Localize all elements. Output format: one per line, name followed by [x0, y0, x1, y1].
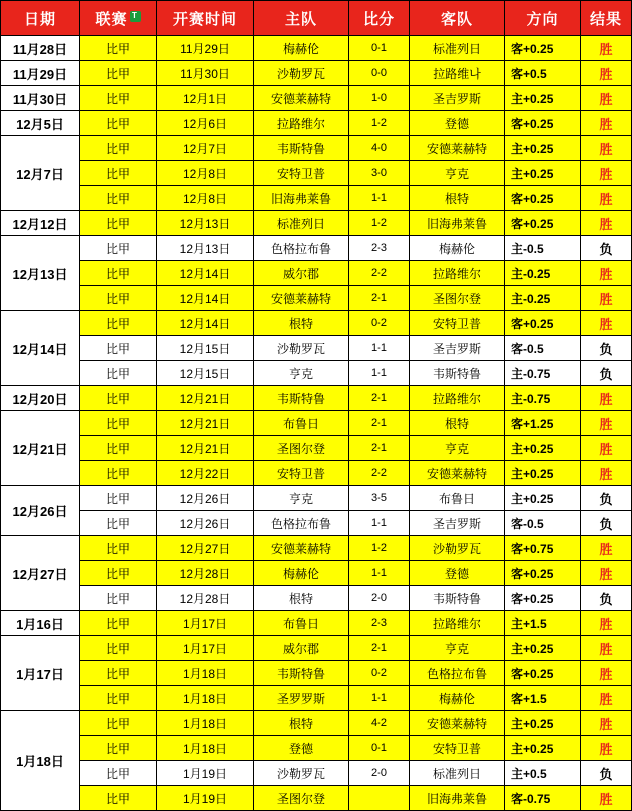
cell-date: 12月20日: [1, 386, 80, 411]
cell-kickoff-time: 1月18日: [157, 661, 254, 686]
cell-kickoff-time: 1月19日: [157, 786, 254, 811]
cell-league: 比甲: [80, 436, 157, 461]
league-badge-icon: T: [130, 11, 141, 22]
table-row: [1, 586, 632, 611]
column-header-kickoff-time: 开赛时间: [157, 1, 254, 36]
cell-home-team: 梅赫伦: [254, 36, 349, 61]
cell-date: 12月27日: [1, 536, 80, 611]
cell-score: 3-0: [349, 161, 410, 186]
cell-league: 比甲: [80, 761, 157, 786]
cell-away-team: 沙勒罗瓦: [410, 536, 505, 561]
cell-away-team: 亨克: [410, 436, 505, 461]
cell-result: 胜: [581, 386, 632, 411]
cell-score: 1-2: [349, 111, 410, 136]
cell-kickoff-time: 12月21日: [157, 411, 254, 436]
column-header-league-label: 联赛: [95, 10, 128, 28]
cell-kickoff-time: 12月13日: [157, 236, 254, 261]
cell-kickoff-time: 1月18日: [157, 686, 254, 711]
column-header-league: [80, 1, 157, 36]
table-row: [1, 186, 632, 211]
cell-away-team: 韦斯特鲁: [410, 586, 505, 611]
cell-kickoff-time: 11月30日: [157, 61, 254, 86]
table-row: [1, 536, 632, 561]
cell-league: 比甲: [80, 511, 157, 536]
cell-direction: 客+0.25: [505, 186, 581, 211]
cell-result: 胜: [581, 561, 632, 586]
cell-home-team: 韦斯特鲁: [254, 136, 349, 161]
table-row: [1, 436, 632, 461]
table-row: [1, 611, 632, 636]
cell-score: 1-0: [349, 86, 410, 111]
cell-score: 4-2: [349, 711, 410, 736]
cell-score: 1-1: [349, 511, 410, 536]
cell-direction: 主+0.25: [505, 736, 581, 761]
cell-result: 胜: [581, 186, 632, 211]
cell-away-team: 亨克: [410, 161, 505, 186]
cell-league: 比甲: [80, 161, 157, 186]
cell-date: 12月26日: [1, 486, 80, 536]
cell-home-team: 标准列日: [254, 211, 349, 236]
cell-direction: 客-0.5: [505, 336, 581, 361]
cell-kickoff-time: 12月22日: [157, 461, 254, 486]
cell-kickoff-time: 12月27日: [157, 536, 254, 561]
cell-direction: 主+0.25: [505, 711, 581, 736]
cell-score: 1-1: [349, 686, 410, 711]
cell-home-team: 安德莱赫特: [254, 86, 349, 111]
cell-home-team: 亨克: [254, 486, 349, 511]
cell-score: 0-1: [349, 36, 410, 61]
cell-home-team: 韦斯特鲁: [254, 661, 349, 686]
cell-result: 胜: [581, 311, 632, 336]
cell-result: 负: [581, 761, 632, 786]
cell-kickoff-time: 1月17日: [157, 636, 254, 661]
cell-home-team: 圣图尔登: [254, 436, 349, 461]
cell-date: 12月12日: [1, 211, 80, 236]
cell-result: 负: [581, 361, 632, 386]
cell-direction: 客+0.5: [505, 61, 581, 86]
cell-score: 0-1: [349, 736, 410, 761]
cell-result: 负: [581, 586, 632, 611]
cell-away-team: 拉路维尔: [410, 386, 505, 411]
cell-result: 胜: [581, 211, 632, 236]
cell-score: 2-1: [349, 636, 410, 661]
cell-home-team: 安特卫普: [254, 461, 349, 486]
cell-direction: 主-0.25: [505, 286, 581, 311]
cell-league: 比甲: [80, 636, 157, 661]
table-row: [1, 336, 632, 361]
cell-away-team: 根特: [410, 411, 505, 436]
cell-direction: 客+1.5: [505, 686, 581, 711]
cell-home-team: 沙勒罗瓦: [254, 61, 349, 86]
cell-kickoff-time: 12月8日: [157, 161, 254, 186]
cell-result: 胜: [581, 261, 632, 286]
table-row: [1, 761, 632, 786]
cell-direction: 主-0.5: [505, 236, 581, 261]
cell-kickoff-time: 12月28日: [157, 586, 254, 611]
cell-score: 2-3: [349, 236, 410, 261]
cell-result: 胜: [581, 36, 632, 61]
cell-home-team: 布鲁日: [254, 611, 349, 636]
cell-home-team: 布鲁日: [254, 411, 349, 436]
table-row: [1, 136, 632, 161]
table-row: [1, 261, 632, 286]
cell-score: 2-1: [349, 286, 410, 311]
cell-direction: 主+0.25: [505, 86, 581, 111]
cell-score: 1-1: [349, 361, 410, 386]
column-header-date: 日期: [1, 1, 80, 36]
cell-home-team: 安德莱赫特: [254, 286, 349, 311]
cell-away-team: 圣吉罗斯: [410, 336, 505, 361]
cell-score: 2-0: [349, 761, 410, 786]
cell-league: 比甲: [80, 711, 157, 736]
cell-kickoff-time: 12月21日: [157, 386, 254, 411]
cell-away-team: 拉路维나: [410, 61, 505, 86]
cell-kickoff-time: 12月1日: [157, 86, 254, 111]
cell-result: 胜: [581, 736, 632, 761]
cell-score: 0-2: [349, 311, 410, 336]
table-row: [1, 511, 632, 536]
cell-kickoff-time: 12月14日: [157, 286, 254, 311]
cell-home-team: 威尔郡: [254, 636, 349, 661]
table-header-row: [1, 1, 632, 36]
cell-result: 胜: [581, 436, 632, 461]
cell-league: 比甲: [80, 111, 157, 136]
cell-kickoff-time: 12月26日: [157, 511, 254, 536]
cell-date: 12月13日: [1, 236, 80, 311]
cell-result: 胜: [581, 711, 632, 736]
cell-league: 比甲: [80, 611, 157, 636]
cell-league: 比甲: [80, 386, 157, 411]
cell-away-team: 根特: [410, 186, 505, 211]
column-header-direction: 方向: [505, 1, 581, 36]
cell-league: 比甲: [80, 486, 157, 511]
cell-league: 比甲: [80, 36, 157, 61]
table-row: [1, 786, 632, 811]
table-row: [1, 736, 632, 761]
cell-date: 12月21日: [1, 411, 80, 486]
cell-away-team: 旧海弗莱鲁: [410, 211, 505, 236]
table-row: [1, 461, 632, 486]
table-row: [1, 386, 632, 411]
cell-direction: 客+0.25: [505, 111, 581, 136]
cell-league: 比甲: [80, 661, 157, 686]
cell-league: 比甲: [80, 411, 157, 436]
cell-away-team: 登德: [410, 111, 505, 136]
cell-home-team: 安德莱赫特: [254, 536, 349, 561]
cell-date: 1月18日: [1, 711, 80, 811]
cell-kickoff-time: 12月26日: [157, 486, 254, 511]
cell-result: 负: [581, 336, 632, 361]
cell-direction: 主+0.25: [505, 486, 581, 511]
cell-away-team: 登德: [410, 561, 505, 586]
cell-result: 胜: [581, 536, 632, 561]
cell-score: 1-1: [349, 336, 410, 361]
cell-away-team: 标准列日: [410, 761, 505, 786]
cell-score: 3-5: [349, 486, 410, 511]
cell-away-team: 安德莱赫特: [410, 461, 505, 486]
cell-score: 2-2: [349, 461, 410, 486]
cell-away-team: 梅赫伦: [410, 686, 505, 711]
cell-direction: 主-0.75: [505, 361, 581, 386]
cell-result: 负: [581, 236, 632, 261]
cell-league: 比甲: [80, 236, 157, 261]
cell-score: 2-3: [349, 611, 410, 636]
cell-direction: 主+1.5: [505, 611, 581, 636]
cell-home-team: 亨克: [254, 361, 349, 386]
cell-direction: 客+0.25: [505, 311, 581, 336]
table-row: [1, 311, 632, 336]
cell-away-team: 圣图尔登: [410, 286, 505, 311]
table-row: [1, 286, 632, 311]
cell-league: 比甲: [80, 186, 157, 211]
cell-result: 胜: [581, 61, 632, 86]
table-row: [1, 211, 632, 236]
table-row: [1, 236, 632, 261]
cell-home-team: 根特: [254, 586, 349, 611]
cell-kickoff-time: 1月18日: [157, 711, 254, 736]
cell-league: 比甲: [80, 86, 157, 111]
cell-league: 比甲: [80, 61, 157, 86]
cell-date: 12月7日: [1, 136, 80, 211]
cell-home-team: 圣罗罗斯: [254, 686, 349, 711]
cell-league: 比甲: [80, 736, 157, 761]
cell-result: 胜: [581, 686, 632, 711]
cell-home-team: 梅赫伦: [254, 561, 349, 586]
table-row: [1, 61, 632, 86]
cell-result: 胜: [581, 636, 632, 661]
cell-direction: 客+0.25: [505, 561, 581, 586]
cell-result: 胜: [581, 286, 632, 311]
cell-league: 比甲: [80, 136, 157, 161]
cell-home-team: 色格拉布鲁: [254, 511, 349, 536]
cell-direction: 客-0.75: [505, 786, 581, 811]
cell-date: 1月17日: [1, 636, 80, 711]
table-row: [1, 36, 632, 61]
cell-result: 胜: [581, 786, 632, 811]
cell-league: 比甲: [80, 586, 157, 611]
cell-result: 胜: [581, 661, 632, 686]
cell-away-team: 亨克: [410, 636, 505, 661]
cell-result: 胜: [581, 411, 632, 436]
cell-kickoff-time: 12月28日: [157, 561, 254, 586]
cell-home-team: 韦斯特鲁: [254, 386, 349, 411]
cell-direction: 客+1.25: [505, 411, 581, 436]
table-row: [1, 111, 632, 136]
cell-kickoff-time: 12月15日: [157, 361, 254, 386]
table-body: [1, 36, 632, 811]
table-row: [1, 636, 632, 661]
column-header-away-team: 客队: [410, 1, 505, 36]
cell-kickoff-time: 1月18日: [157, 736, 254, 761]
cell-away-team: 安特卫普: [410, 311, 505, 336]
table-row: [1, 86, 632, 111]
cell-away-team: 韦斯特鲁: [410, 361, 505, 386]
cell-league: 比甲: [80, 561, 157, 586]
cell-date: 11月28日: [1, 36, 80, 61]
cell-kickoff-time: 12月13日: [157, 211, 254, 236]
cell-direction: 客+0.75: [505, 536, 581, 561]
cell-league: 比甲: [80, 461, 157, 486]
cell-away-team: 标准列日: [410, 36, 505, 61]
cell-date: 11月29日: [1, 61, 80, 86]
cell-date: 12月14日: [1, 311, 80, 386]
cell-home-team: 色格拉布鲁: [254, 236, 349, 261]
cell-away-team: 拉路维尔: [410, 611, 505, 636]
cell-date: 12月5日: [1, 111, 80, 136]
cell-away-team: 旧海弗莱鲁: [410, 786, 505, 811]
cell-direction: 客+0.25: [505, 211, 581, 236]
table-row: [1, 686, 632, 711]
column-header-result: 结果: [581, 1, 632, 36]
table-row: [1, 411, 632, 436]
table-row: [1, 711, 632, 736]
cell-away-team: 拉路维尔: [410, 261, 505, 286]
cell-league: 比甲: [80, 311, 157, 336]
cell-home-team: 沙勒罗瓦: [254, 336, 349, 361]
table-row: [1, 361, 632, 386]
cell-kickoff-time: 12月14日: [157, 311, 254, 336]
cell-direction: 主+0.25: [505, 161, 581, 186]
cell-league: 比甲: [80, 786, 157, 811]
cell-kickoff-time: 12月21日: [157, 436, 254, 461]
cell-result: 胜: [581, 111, 632, 136]
cell-score: 2-0: [349, 586, 410, 611]
cell-direction: 客+0.25: [505, 661, 581, 686]
cell-score: 1-1: [349, 186, 410, 211]
cell-result: 胜: [581, 86, 632, 111]
cell-result: 负: [581, 511, 632, 536]
column-header-score: 比分: [349, 1, 410, 36]
cell-kickoff-time: 12月8日: [157, 186, 254, 211]
cell-home-team: 拉路维尔: [254, 111, 349, 136]
cell-score: 1-2: [349, 536, 410, 561]
column-header-home-team: 主队: [254, 1, 349, 36]
cell-direction: 客-0.5: [505, 511, 581, 536]
cell-score: 1-1: [349, 561, 410, 586]
cell-home-team: 根特: [254, 311, 349, 336]
cell-kickoff-time: 1月17日: [157, 611, 254, 636]
cell-away-team: 安特卫普: [410, 736, 505, 761]
cell-date: 1月16日: [1, 611, 80, 636]
cell-result: 胜: [581, 136, 632, 161]
cell-kickoff-time: 12月7日: [157, 136, 254, 161]
cell-league: 比甲: [80, 286, 157, 311]
cell-result: 胜: [581, 461, 632, 486]
cell-score: [349, 786, 410, 811]
cell-away-team: 圣吉罗斯: [410, 511, 505, 536]
table-row: [1, 561, 632, 586]
cell-direction: 主-0.25: [505, 261, 581, 286]
cell-score: 0-2: [349, 661, 410, 686]
cell-result: 胜: [581, 611, 632, 636]
cell-date: 11月30日: [1, 86, 80, 111]
cell-home-team: 威尔郡: [254, 261, 349, 286]
cell-result: 负: [581, 486, 632, 511]
cell-direction: 主+0.25: [505, 636, 581, 661]
cell-kickoff-time: 1月19日: [157, 761, 254, 786]
table-row: [1, 661, 632, 686]
cell-kickoff-time: 12月14日: [157, 261, 254, 286]
table-row: [1, 486, 632, 511]
cell-league: 比甲: [80, 211, 157, 236]
cell-home-team: 旧海弗莱鲁: [254, 186, 349, 211]
cell-league: 比甲: [80, 686, 157, 711]
cell-home-team: 安特卫普: [254, 161, 349, 186]
cell-direction: 客+0.25: [505, 36, 581, 61]
cell-kickoff-time: 11月29日: [157, 36, 254, 61]
cell-direction: 主+0.5: [505, 761, 581, 786]
cell-direction: 主+0.25: [505, 136, 581, 161]
cell-score: 2-1: [349, 436, 410, 461]
cell-home-team: 圣图尔登: [254, 786, 349, 811]
cell-direction: 主-0.75: [505, 386, 581, 411]
cell-kickoff-time: 12月15日: [157, 336, 254, 361]
cell-home-team: 根特: [254, 711, 349, 736]
cell-result: 胜: [581, 161, 632, 186]
cell-score: 1-2: [349, 211, 410, 236]
cell-direction: 主+0.25: [505, 436, 581, 461]
cell-score: 2-1: [349, 411, 410, 436]
cell-home-team: 沙勒罗瓦: [254, 761, 349, 786]
cell-score: 4-0: [349, 136, 410, 161]
cell-league: 比甲: [80, 361, 157, 386]
cell-away-team: 梅赫伦: [410, 236, 505, 261]
cell-league: 比甲: [80, 336, 157, 361]
cell-direction: 客+0.25: [505, 586, 581, 611]
cell-away-team: 布鲁日: [410, 486, 505, 511]
cell-away-team: 安德莱赫特: [410, 136, 505, 161]
cell-score: 2-1: [349, 386, 410, 411]
cell-kickoff-time: 12月6日: [157, 111, 254, 136]
cell-score: 2-2: [349, 261, 410, 286]
cell-direction: 主+0.25: [505, 461, 581, 486]
cell-away-team: 圣吉罗斯: [410, 86, 505, 111]
cell-league: 比甲: [80, 261, 157, 286]
cell-away-team: 安德莱赫特: [410, 711, 505, 736]
cell-away-team: 色格拉布鲁: [410, 661, 505, 686]
cell-score: 0-0: [349, 61, 410, 86]
table-row: [1, 161, 632, 186]
cell-league: 比甲: [80, 536, 157, 561]
cell-home-team: 登德: [254, 736, 349, 761]
